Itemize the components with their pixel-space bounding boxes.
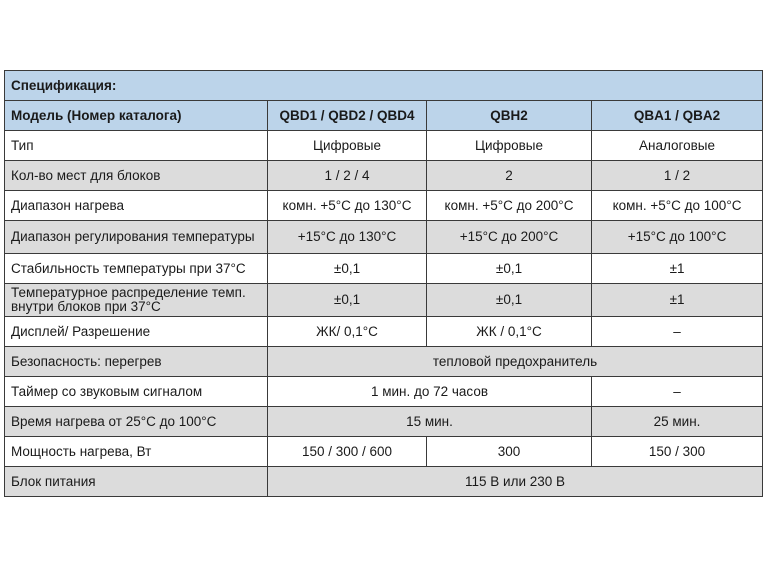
cell-value: 1 мин. до 72 часов [268,377,592,407]
header-qbd: QBD1 / QBD2 / QBD4 [268,101,427,131]
table-row [5,407,763,437]
cell-value: 2 [427,161,592,191]
row-label: Стабильность температуры при 37°С [5,254,268,284]
cell-value: 115 В или 230 В [268,467,763,497]
row-label: Температурное распределение темп. внутри блоков при 37°С [5,284,268,317]
cell-value: 25 мин. [592,407,763,437]
table-row [5,317,763,347]
row-label: Мощность нагрева, Вт [5,437,268,467]
row-label: Тип [5,131,268,161]
row-label: Таймер со звуковым сигналом [5,377,268,407]
cell-value: Цифровые [268,131,427,161]
cell-value: ±0,1 [427,254,592,284]
table-row [5,191,763,221]
cell-value: 300 [427,437,592,467]
cell-value: ЖК / 0,1°С [427,317,592,347]
cell-value: комн. +5°С до 100°С [592,191,763,221]
cell-value: Цифровые [427,131,592,161]
cell-value: – [592,317,763,347]
specification-table [4,70,763,497]
row-label: Кол-во мест для блоков [5,161,268,191]
cell-value: ±1 [592,284,763,317]
table-row [5,284,763,317]
cell-value: комн. +5°С до 130°С [268,191,427,221]
table-title: Спецификация: [5,71,763,101]
table-row [5,347,763,377]
row-label: Время нагрева от 25°С до 100°С [5,407,268,437]
row-label: Блок питания [5,467,268,497]
table-row [5,221,763,254]
table-row [5,467,763,497]
column-header-row [5,101,763,131]
table-row [5,131,763,161]
cell-value: +15°С до 130°С [268,221,427,254]
header-qbh: QBH2 [427,101,592,131]
cell-value: +15°С до 200°С [427,221,592,254]
cell-value: Аналоговые [592,131,763,161]
cell-value: ЖК/ 0,1°С [268,317,427,347]
cell-value: 1 / 2 / 4 [268,161,427,191]
cell-value: тепловой предохранитель [268,347,763,377]
row-label: Дисплей/ Разрешение [5,317,268,347]
cell-value: ±0,1 [268,284,427,317]
row-label: Безопасность: перегрев [5,347,268,377]
cell-value: ±1 [592,254,763,284]
cell-value: 150 / 300 / 600 [268,437,427,467]
table-row [5,437,763,467]
row-label: Диапазон регулирования температуры [5,221,268,254]
table-row [5,377,763,407]
cell-value: ±0,1 [427,284,592,317]
cell-value: 150 / 300 [592,437,763,467]
cell-value: ±0,1 [268,254,427,284]
row-label: Диапазон нагрева [5,191,268,221]
table-row [5,254,763,284]
header-qba: QBA1 / QBA2 [592,101,763,131]
cell-value: комн. +5°С до 200°С [427,191,592,221]
cell-value: 1 / 2 [592,161,763,191]
cell-value: +15°С до 100°С [592,221,763,254]
cell-value: 15 мин. [268,407,592,437]
header-model: Модель (Номер каталога) [5,101,268,131]
table-row [5,161,763,191]
cell-value: – [592,377,763,407]
